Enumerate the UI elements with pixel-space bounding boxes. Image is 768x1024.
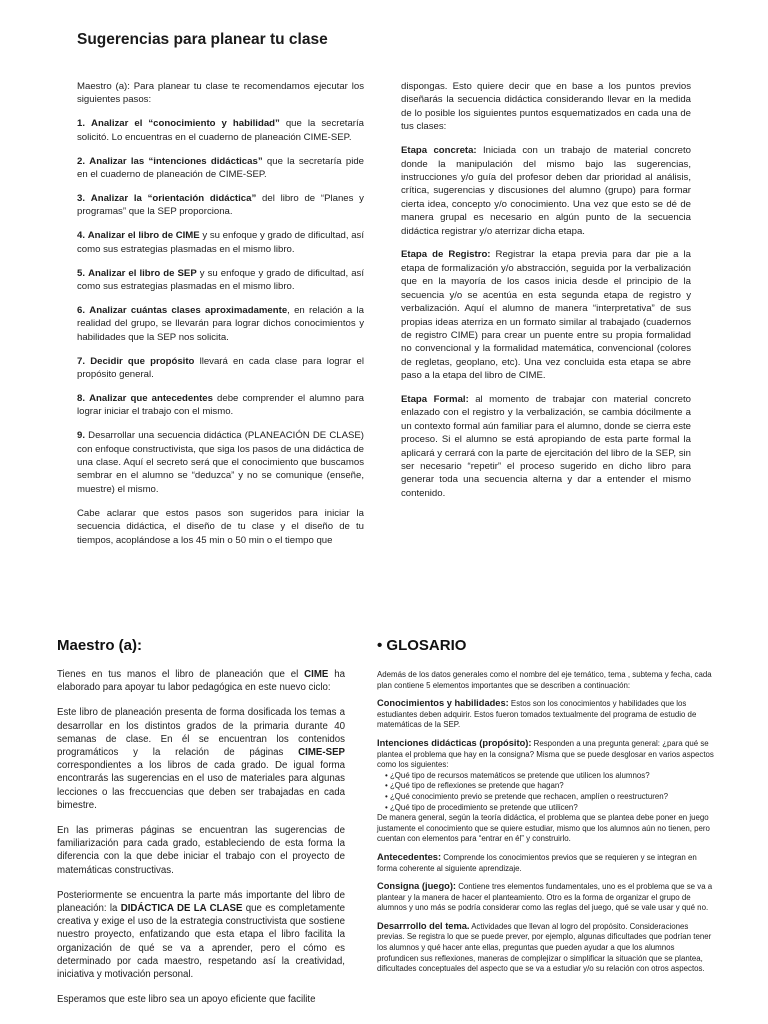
step-title: Analizar el libro de SEP <box>88 267 197 279</box>
step-number: 3. <box>77 192 86 204</box>
maestro-heading: Maestro (a): <box>57 637 143 654</box>
step-5 <box>77 267 364 294</box>
paragraph-text: correspondientes a los libros de cada grado. De igual forma encontrarás las sugerencias en el uso de materiales para algunas lecciones o las freccuencias que deben ser trabajadas en cada bimestre. <box>57 760 345 811</box>
intro-paragraph: Maestro (a): Para planear tu clase te recomendamos ejecutar los siguientes pasos: <box>77 81 364 106</box>
maestro-paragraph-1 <box>57 668 345 694</box>
step-number: 7. <box>77 355 86 367</box>
stage-text: al momento de trabajar con material concreto enlazado con el registro y la verbalización, se cambia dócilmente a un contexto formal aún familiar para el alumno, donde se cierra este proceso. Si el alumno se está apropiando de esta parte formal la aplicará y cerrará con la parte de ejercitación del libro de la SEP, sin ser necesario “repetir” el proceso sugerido en dicho libro para generar toda una secuencia alterna y dar a entender el mismo contenido. <box>401 394 691 499</box>
step-text: que la secretaría pide en el cuaderno de planeación de CIME-SEP. <box>77 155 365 181</box>
glosario-heading: • GLOSARIO <box>377 637 467 654</box>
step-number: 8. <box>77 392 86 404</box>
paragraph-text: En las primeras páginas se encuentran las sugerencias de familiarización para cada grado, estableciendo de esta forma la diferencia con la que debe iniciar el trabajo con el proyecto de matemáticas constructivas. <box>57 825 345 876</box>
glosario-entry <box>377 852 715 874</box>
closing-paragraph: Cabe aclarar que estos pasos son sugeridos para iniciar la secuencia didáctica, el diseño de tu clase y el diseño de tu tiempos, acoplándose a los 45 min o 50 min o el tiempo que <box>77 507 364 546</box>
paragraph-bold: DIDÁCTICA DE LA CLASE <box>120 903 243 915</box>
glosario-entry <box>377 698 715 731</box>
stage-concreta <box>401 144 691 238</box>
stage-text: Iniciada con un trabajo de material concreto donde la manipulación del mismo bajo las sugerencias, instrucciones y/o guía del profesor deben dar prioridad al análisis, crítica, sugerencias y discusiones del alumno (grupo) para formar cierta idea, concepto y/o conocimiento. Una vez que esto se dé de manera grupal es necesario en algún punto de la secuencia didáctica registrar y/o aterrizar dicha etapa. <box>401 145 691 237</box>
step-text: del libro de “Planes y programas” que la SEP proporciona. <box>77 192 364 218</box>
glosario-definition: Contiene tres elementos fundamentales, uno es el problema que se va a plantear y la manera de hacer el planteamiento. Otro es la forma de organizar el grupo de alumnos y uno más se podría considerar como las reglas del juego, qué se vale usar y qué no. <box>377 882 713 913</box>
step-title: Analizar el libro de CIME <box>87 230 200 242</box>
paragraph-text: Este libro de planeación presenta de forma dosificada los temas a desarrollar en los distintos grados de la primaria durante 40 semanas de clase. En él se encuentran los contenidos programáticos y la relación de páginas <box>57 707 345 759</box>
continuation-paragraph: dispongas. Esto quiere decir que en base a los puntos previos diseñarás la secuencia didáctica considerando llevar en la medida de lo posible los siguientes puntos esquematizados en cada una de tus clases: <box>401 81 691 133</box>
bullet-item: • ¿Qué tipo de reflexiones se pretende que hagan? <box>385 781 715 792</box>
step-title: Analizar cuántas clases aproximadamente <box>89 304 288 316</box>
paragraph-text: que es completamente creativa y exige el uso de la estrategia constructivista que sostiene nuestro proyecto, enfatizando que esta etapa el libro facilita la organización de qué se va a aprender, pero el cómo es determinado por cada maestro, respetando así la creatividad, iniciativa y motivación personal. <box>57 903 346 981</box>
paragraph-text: Tienes en tus manos el libro de planeación que el <box>57 669 305 680</box>
step-2 <box>77 155 364 182</box>
glosario-column <box>377 670 715 982</box>
step-text: y su enfoque y grado de dificultad, así como sus estrategias plasmadas en el mismo libro. <box>77 267 364 292</box>
step-title: Analizar la “orientación didáctica” <box>90 192 257 204</box>
step-1 <box>77 117 364 144</box>
step-9 <box>77 429 364 496</box>
glosario-definition: Comprende los conocimientos previos que se requieren y se integran en forma coherente al siguiente aprendizaje. <box>377 852 697 873</box>
glosario-bullets <box>377 771 715 813</box>
glosario-term: Intenciones didácticas (propósito): <box>377 737 532 748</box>
step-number: 1. <box>77 118 86 130</box>
glosario-term: Consigna (juego): <box>377 881 457 892</box>
step-number: 4. <box>77 230 86 242</box>
stage-label: Etapa Formal: <box>401 394 469 406</box>
step-title: Decidir que propósito <box>90 355 195 367</box>
instructions-column <box>77 80 364 557</box>
glosario-entry <box>377 881 715 914</box>
step-8 <box>77 392 364 419</box>
step-title: Analizar el “conocimiento y habilidad” <box>91 118 280 130</box>
maestro-paragraph-3 <box>57 824 345 877</box>
step-text: y su enfoque y grado de dificultad, así como sus estrategias plasmadas en el mismo libro. <box>77 230 365 255</box>
stage-registro <box>401 248 691 382</box>
glosario-entry <box>377 738 715 845</box>
step-title: Analizar que antecedentes <box>89 392 213 404</box>
step-3 <box>77 192 364 219</box>
stage-formal <box>401 393 691 500</box>
maestro-column <box>57 668 345 1018</box>
step-7 <box>77 355 364 382</box>
glosario-entry <box>377 921 715 975</box>
glosario-term: Antecedentes: <box>377 851 442 862</box>
glosario-definition: Estos son los conocimientos y habilidades que los estudiantes deben adquirir. Estos fueron tomados textualmente del programa de estudio de matemáticas de la SEP. <box>377 699 697 730</box>
step-text: que la secretaría solicitó. Lo encuentras en el cuaderno de planeación CIME-SEP. <box>77 118 364 143</box>
step-text: llevará en cada clase para lograr el propósito general. <box>77 355 364 380</box>
glosario-note: De manera general, según la teoría didáctica, el problema que se plantea debe poner en juego justamente el conocimiento que se quiere estudiar, mismo que los alumnos aún no tienen, pero cuentan con elementos para “entrar en él” y construirlo. <box>377 813 710 844</box>
bullet-item: • ¿Qué tipo de recursos matemáticos se pretende que utilicen los alumnos? <box>385 771 715 782</box>
step-number: 2. <box>77 155 86 167</box>
step-text: (PLANEACIÓN DE CLASE) con enfoque constructivista, que siga los pasos de una didáctica de una clase. Aquí el secreto será que el conocimiento que buscamos sembrar en el alumno se “deduzca” y no se comunique (enseñe, muestre) el mismo. <box>77 430 364 495</box>
stage-label: Etapa concreta: <box>401 145 477 157</box>
bullet-item: • ¿Qué conocimiento previo se pretende que rechacen, amplíen o reestructuren? <box>385 792 715 803</box>
step-title: Analizar las “intenciones didácticas” <box>89 155 263 167</box>
glosario-definition: Actividades que llevan al logro del propósito. Consideraciones previas. Se registra lo que se puede prever, por ejemplo, algunas dificultades que podrían tener los alumnos y qué hacer ante ellas, preguntas que pueden ayudar a que los alumnos profundicen sus reflexiones, maneras de complejizar o simplificar la situación que se plantea, dificultades conceptuales del aspecto que se va a estudiar y/o su relación con otros aspectos. <box>377 921 712 974</box>
glosario-term: Desarrrollo del tema. <box>377 920 470 931</box>
paragraph-bold: CIME <box>304 669 329 680</box>
step-4 <box>77 229 364 256</box>
paragraph-text: Esperamos que este libro sea un apoyo eficiente que facilite <box>57 994 316 1006</box>
paragraph-bold: CIME-SEP <box>298 747 345 759</box>
step-number: 9. <box>77 430 86 442</box>
maestro-paragraph-4 <box>57 889 345 981</box>
paragraph-text: Posteriormente se encuentra la parte más importante del libro de planeación: la <box>57 889 345 915</box>
maestro-paragraph-2 <box>57 706 345 812</box>
stages-column <box>401 80 691 511</box>
step-text: debe comprender el alumno para lograr iniciar el trabajo con el mismo. <box>77 392 364 418</box>
step-6 <box>77 304 364 344</box>
glosario-definition: Responden a una pregunta general: ¿para qué se plantea el problema que hay en la consigna? Misma que se puede desglosar en varios aspectos como los siguientes: <box>377 738 714 770</box>
step-text: , en relación a la realidad del grupo, se llevarán para lograr dichos conocimientos y habilidades que la SEP nos solicita. <box>77 304 364 343</box>
stage-label: Etapa de Registro: <box>401 249 491 261</box>
glosario-intro: Además de los datos generales como el nombre del eje temático, tema , subtema y fecha, cada plan contiene 5 elementos importantes que se describen a continuación: <box>377 670 712 690</box>
step-title: Desarrollar una secuencia didáctica <box>88 430 242 442</box>
paragraph-text: ha elaborado para apoyar tu labor pedagógica en este nuevo ciclo: <box>57 669 345 694</box>
maestro-paragraph-5 <box>57 993 345 1006</box>
step-number: 6. <box>77 304 86 316</box>
stage-text: Registrar la etapa previa para dar pie a la etapa de formalización y/o abstracción, seguida por la verbalización que en la mayoría de los casos inicia desde el principio de la secuencia y/o se acentúa en esta segunda etapa de registro y verbalización. Aquí el alumno de manera “interpretativa” de sus propias ideas aterriza en un formato similar al trabajado (cuadernos de registro CIME) para crear un puente entre su propia formalidad no convencional y la formalidad matemática, convencional (colores de regletas, geoplano, etc). Una vez concluida esta etapa se abre paso a la etapa del libro de CIME. <box>401 249 691 382</box>
page-title: Sugerencias para planear tu clase <box>77 31 328 48</box>
step-number: 5. <box>77 267 86 279</box>
glosario-term: Conocimientos y habilidades: <box>377 698 509 709</box>
bullet-item: • ¿Qué tipo de procedimiento se pretende que utilicen? <box>385 803 715 814</box>
